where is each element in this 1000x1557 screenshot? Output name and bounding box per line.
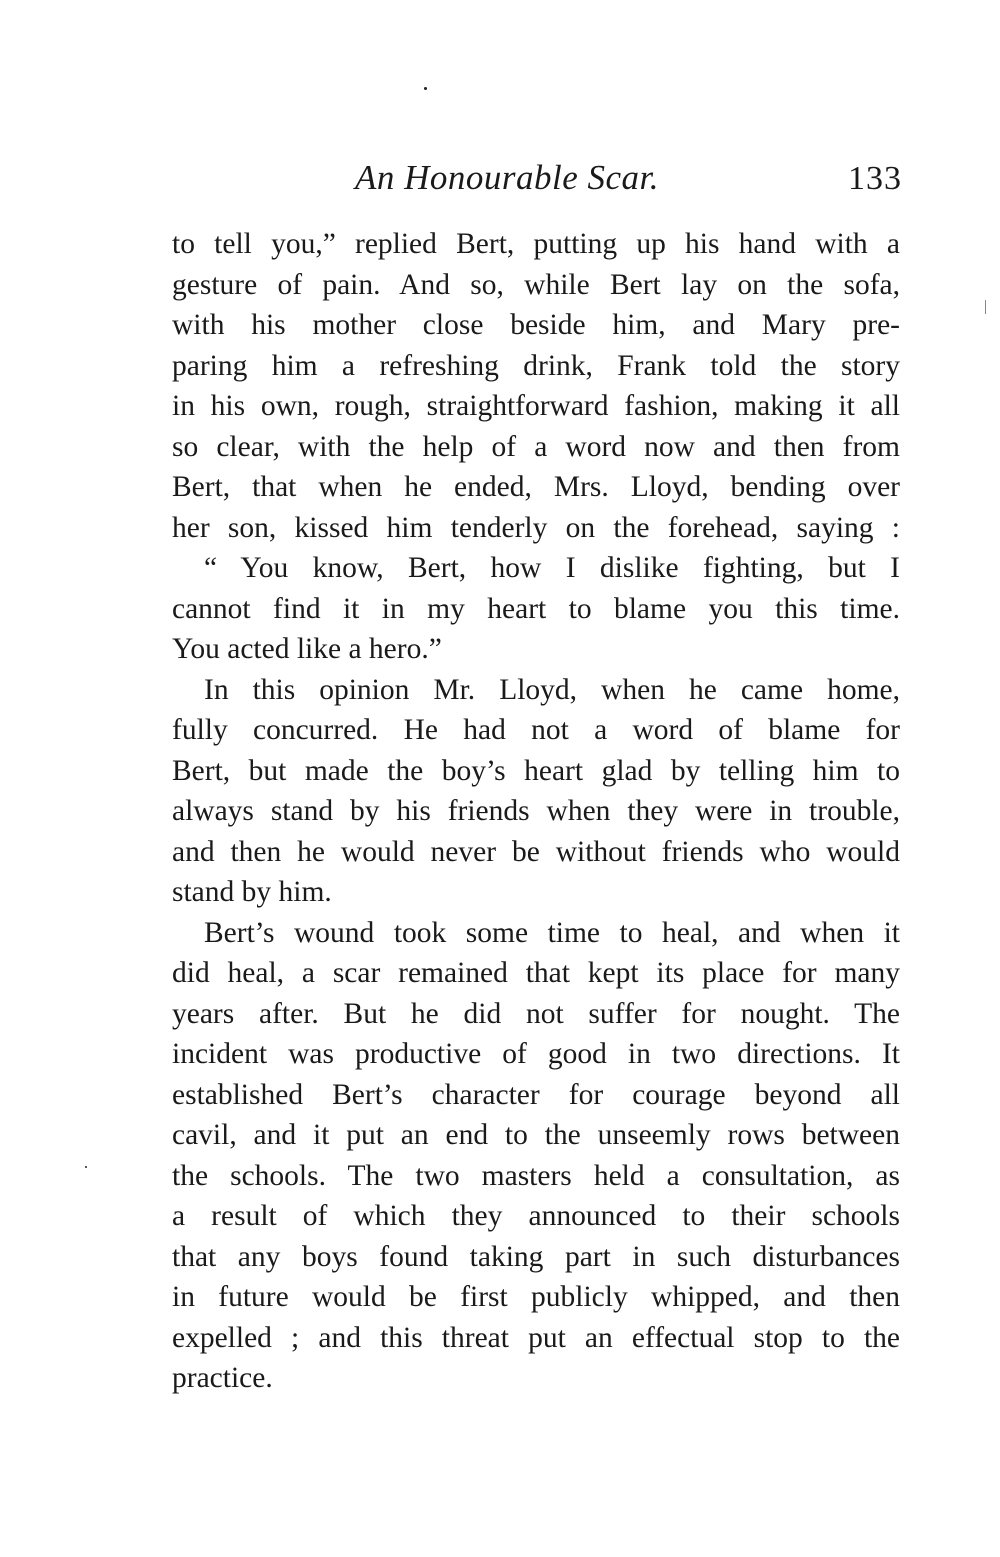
text-line: incident was productive of good in two directions. It	[172, 1038, 900, 1070]
running-title: An Honourable Scar.	[354, 158, 660, 197]
text-line: expelled ; and this threat put an effectual stop to the	[172, 1321, 900, 1354]
text-line: established Bert’s character for courage beyond all	[172, 1078, 900, 1111]
text-line: in his own, rough, straightforward fashion, making it all	[172, 390, 900, 422]
text-line: always stand by his friends when they were in trouble,	[172, 795, 900, 827]
text-line: cannot find it in my heart to blame you this time.	[172, 592, 900, 625]
text-line: practice.	[172, 1362, 273, 1394]
text-line: Bert, that when he ended, Mrs. Lloyd, bending over	[172, 471, 900, 503]
text-line: so clear, with the help of a word now and then from	[172, 430, 900, 463]
text-line: paring him a refreshing drink, Frank told the story	[172, 349, 900, 382]
print-speck	[424, 87, 427, 90]
text-line: gesture of pain. And so, while Bert lay on the sofa,	[172, 268, 900, 301]
print-speck	[85, 1166, 87, 1168]
text-line: stand by him.	[172, 876, 332, 908]
page-number: 133	[848, 160, 902, 197]
text-line: in future would be first publicly whipped, and then	[172, 1281, 900, 1313]
text-line: a result of which they announced to their schools	[172, 1200, 900, 1232]
text-line: In this opinion Mr. Lloyd, when he came home,	[204, 673, 900, 706]
running-head	[172, 158, 902, 208]
text-line: with his mother close beside him, and Mary pre-	[172, 309, 900, 341]
text-line: did heal, a scar remained that kept its place for many	[172, 957, 900, 989]
text-line: the schools. The two masters held a consultation, as	[172, 1159, 900, 1192]
text-line: her son, kissed him tenderly on the forehead, saying :	[172, 511, 900, 544]
text-line: “ You know, Bert, how I dislike fighting, but I	[204, 552, 900, 584]
text-line: to tell you,” replied Bert, putting up his hand with a	[172, 228, 900, 260]
text-line: You acted like a hero.”	[172, 633, 442, 665]
text-line: years after. But he did not suffer for nought. The	[172, 997, 900, 1030]
text-line: Bert’s wound took some time to heal, and when it	[204, 916, 900, 949]
text-line: cavil, and it put an end to the unseemly rows between	[172, 1119, 900, 1151]
body-text	[172, 224, 900, 1399]
text-line: that any boys found taking part in such disturbances	[172, 1240, 900, 1273]
text-line: and then he would never be without friends who would	[172, 835, 900, 868]
print-speck	[985, 300, 986, 314]
text-line: Bert, but made the boy’s heart glad by telling him to	[172, 754, 900, 787]
text-line: fully concurred. He had not a word of blame for	[172, 714, 900, 746]
